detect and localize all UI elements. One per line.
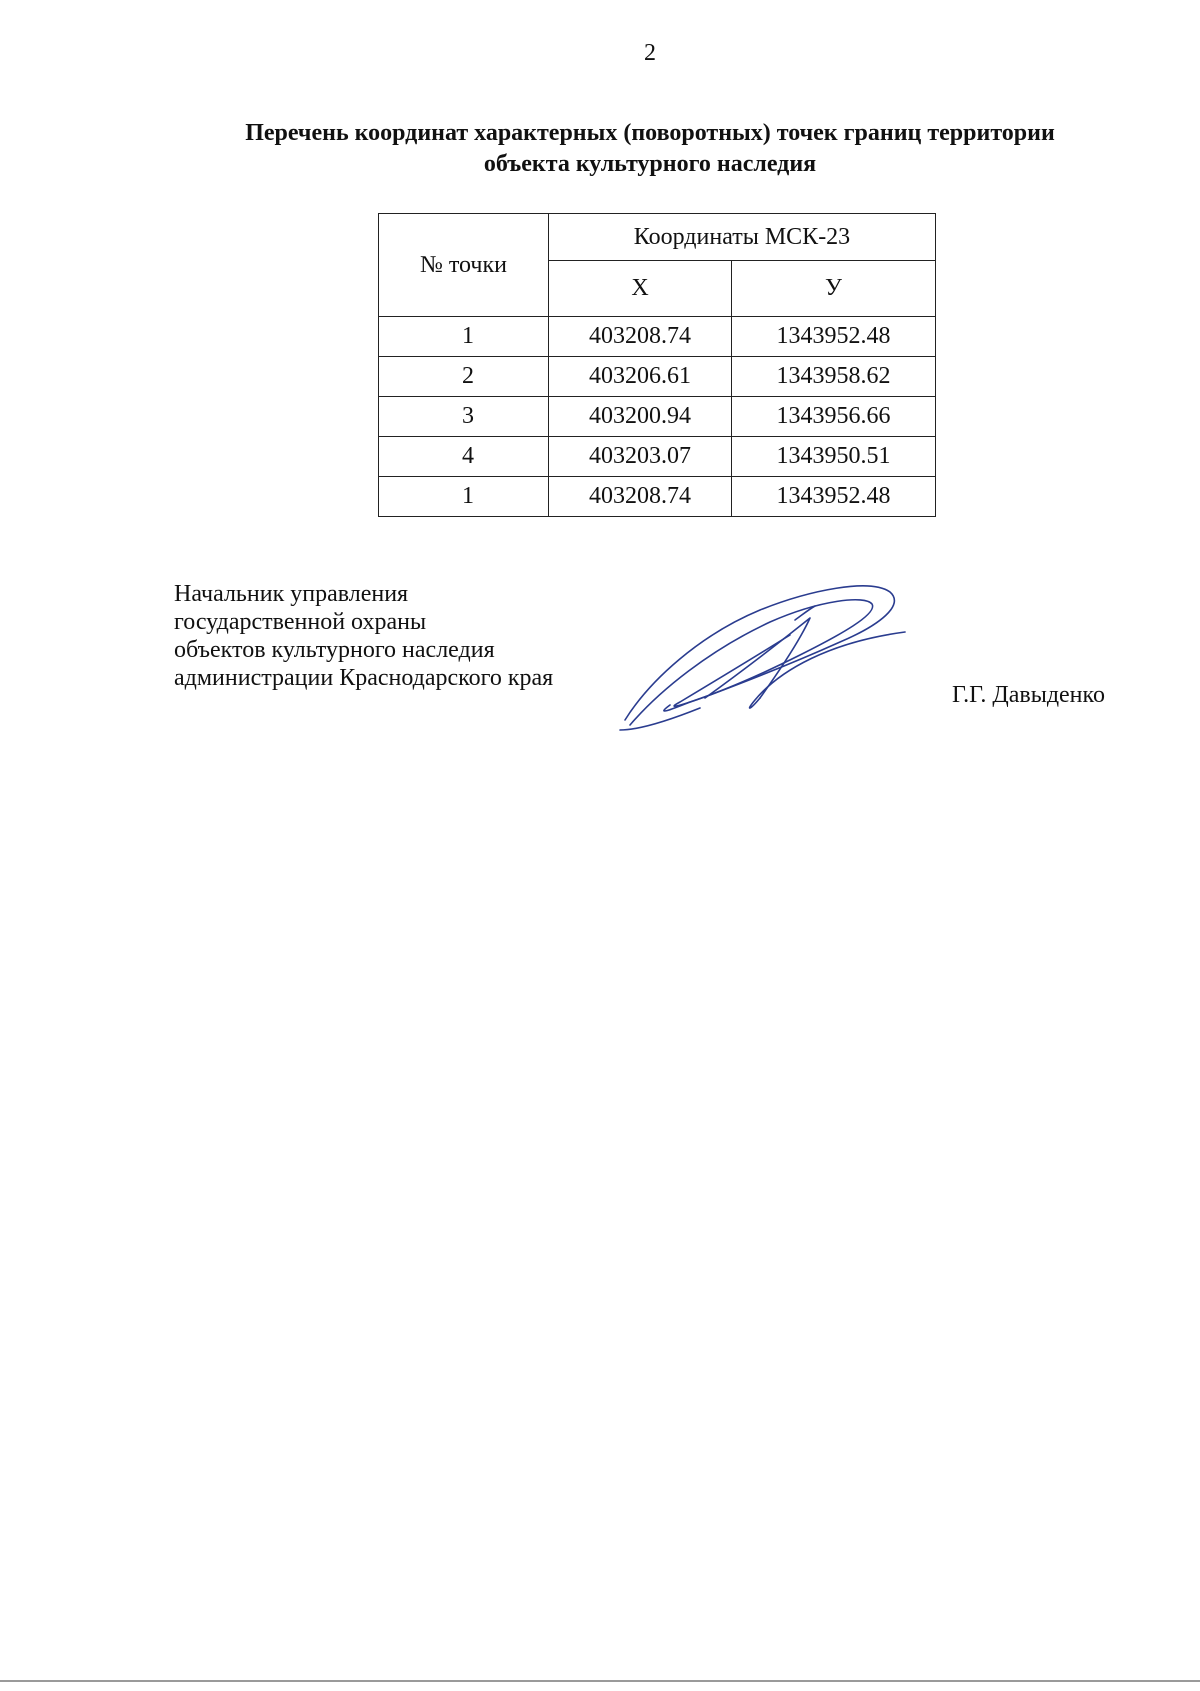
- cell-point: 2: [379, 357, 549, 397]
- document-title: [150, 118, 1150, 180]
- cell-point: 1: [379, 477, 549, 517]
- header-y: У: [732, 261, 936, 317]
- cell-point: 4: [379, 437, 549, 477]
- cell-y: 1343952.48: [732, 477, 936, 517]
- table-header-row: [379, 214, 936, 261]
- table-row: [379, 357, 936, 397]
- signatory-position-line: администрации Краснодарского края: [174, 665, 554, 691]
- document-title-line-2: объекта культурного наследия: [483, 151, 817, 177]
- cell-x: 403200.94: [549, 397, 732, 437]
- cell-x: 403206.61: [549, 357, 732, 397]
- table-row: [379, 477, 936, 517]
- table-row: [379, 317, 936, 357]
- cell-y: 1343956.66: [732, 397, 936, 437]
- header-coordinates: Координаты МСК-23: [549, 214, 936, 261]
- coordinates-table: [378, 213, 936, 517]
- cell-point: 3: [379, 397, 549, 437]
- header-point-number: № точки: [379, 214, 549, 317]
- signer-name: Г.Г. Давыденко: [952, 682, 1105, 708]
- cell-point: 1: [379, 317, 549, 357]
- signatory-position-line: объектов культурного наследия: [174, 637, 495, 663]
- page-bottom-edge: [0, 1680, 1200, 1682]
- table-row: [379, 437, 936, 477]
- cell-y: 1343952.48: [732, 317, 936, 357]
- signatory-position: [174, 580, 553, 692]
- handwritten-signature: [610, 580, 910, 740]
- cell-y: 1343950.51: [732, 437, 936, 477]
- cell-x: 403203.07: [549, 437, 732, 477]
- signatory-position-line: государственной охраны: [174, 609, 427, 635]
- cell-y: 1343958.62: [732, 357, 936, 397]
- cell-x: 403208.74: [549, 477, 732, 517]
- signatory-position-line: Начальник управления: [174, 581, 409, 607]
- cell-x: 403208.74: [549, 317, 732, 357]
- page-number: 2: [644, 40, 656, 66]
- header-x: Х: [549, 261, 732, 317]
- table-row: [379, 397, 936, 437]
- document-title-line-1: Перечень координат характерных (поворотных) точек границ территории: [245, 120, 1055, 146]
